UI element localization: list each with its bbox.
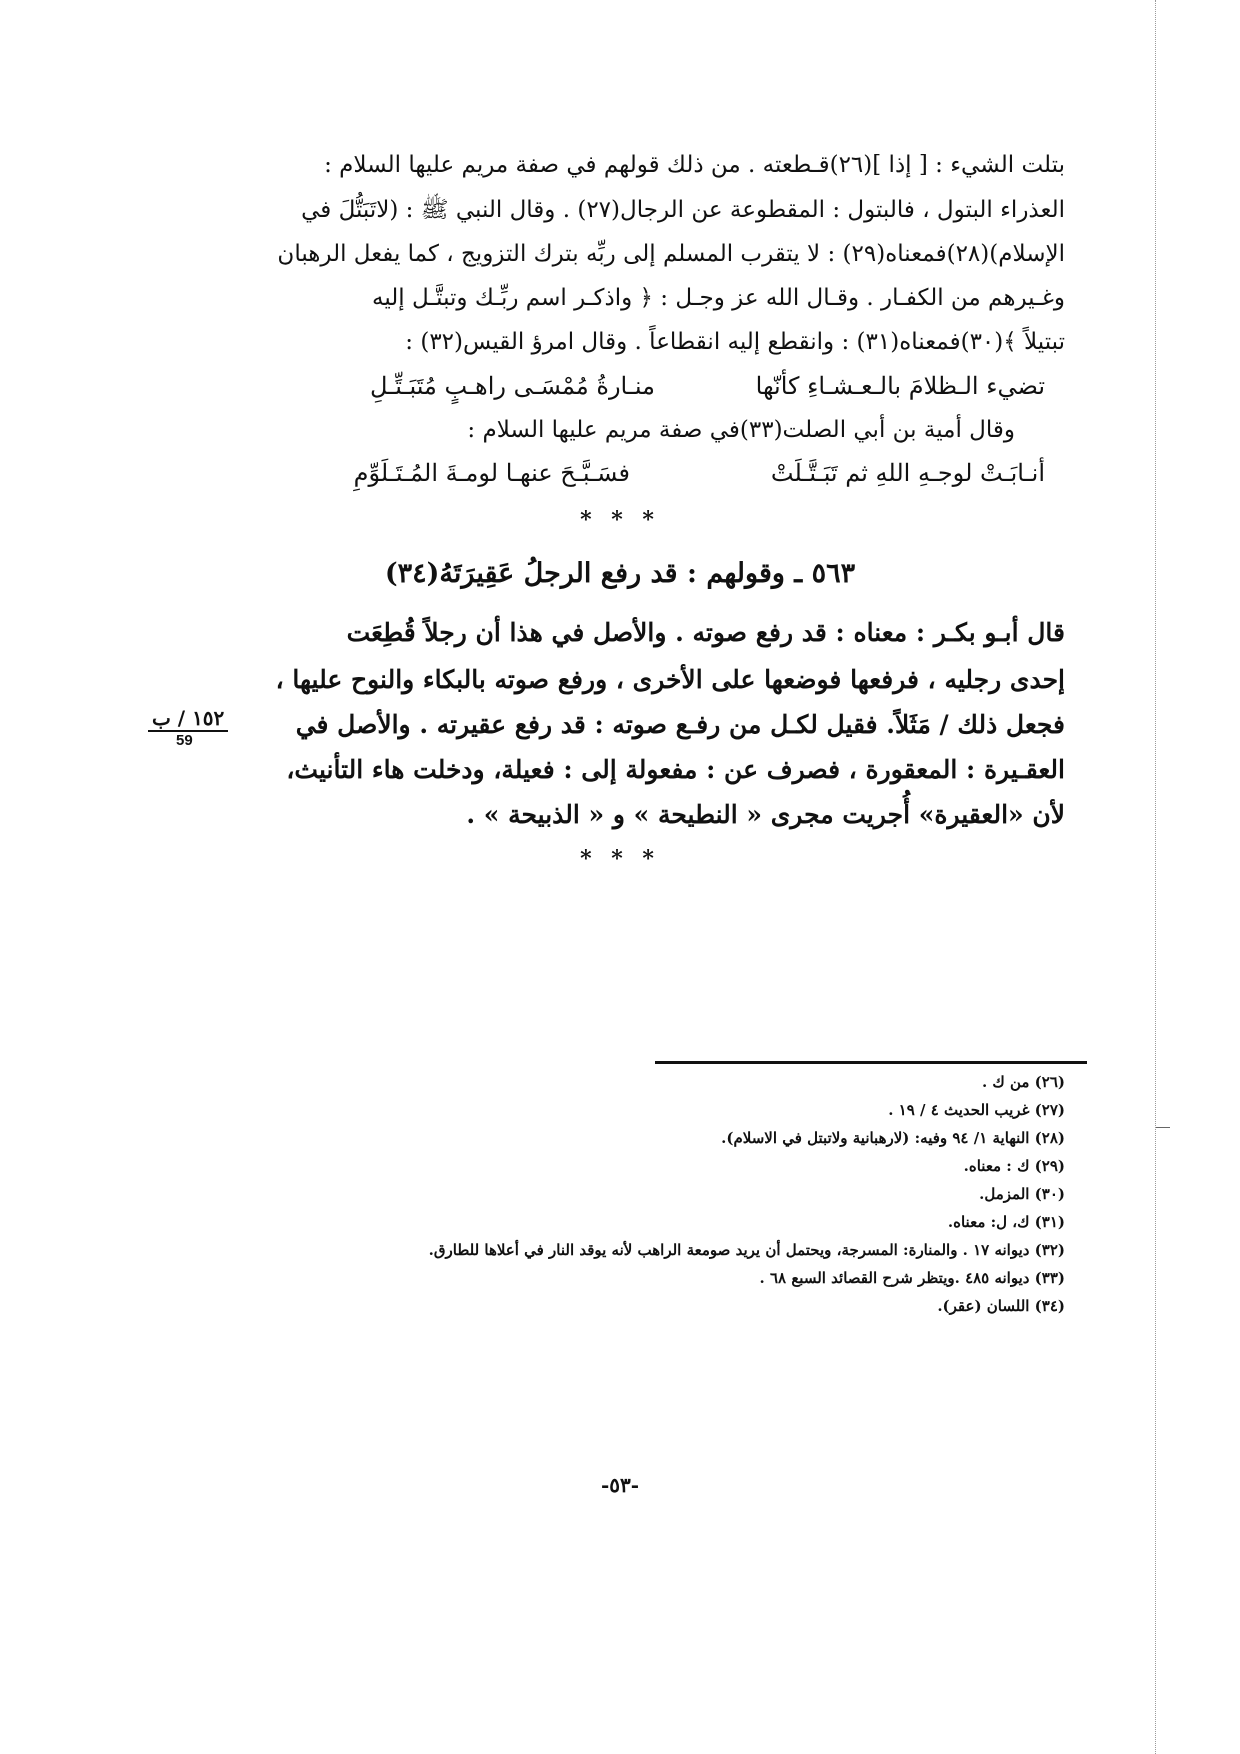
verse-intro: وقال أمية بن أبي الصلت(٣٣)في صفة مريم عليها السلام : [467, 417, 1015, 443]
verse-1-second-hemistich: منـارةُ مُمْسَـى راهـبٍ مُتَبَـتِّـلِ [370, 372, 655, 400]
footnote: (٢٧) غريب الحديث ٤ / ١٩ . [888, 1101, 1065, 1119]
body-line: وغـيرهم من الكفـار . وقـال الله عز وجـل : ﴿ واذكـر اسم ربِّـك وتبتَّـل إليه [372, 285, 1065, 311]
body-line: بتلت الشيء : [ إذا ](٢٦)قـطعته . من ذلك قولهم في صفة مريم عليها السلام : [324, 152, 1065, 178]
section-separator: * * * [580, 507, 660, 533]
verse-2-second-hemistich: فسَـبَّـحَ عنهـا لومـةَ المُـتَـلَوِّمِ [353, 459, 630, 487]
section-separator: * * * [580, 846, 660, 872]
entry-line: فجعل ذلك / مَثَلاً. فقيل لكـل من رفـع صوته : قد رفع عقيرته . والأصل في [295, 710, 1065, 739]
footnote: (٢٦) من ك . [981, 1073, 1065, 1091]
entry-line: إحدى رجليه ، فرفعها فوضعها على الأخرى ، ورفع صوته بالبكاء والنوح عليها ، [275, 665, 1065, 694]
footnote-rule [655, 1061, 1087, 1064]
entry-line: العقـيرة : المعقورة ، فصرف عن : مفعولة إلى : فعيلة، ودخلت هاء التأنيث، [286, 755, 1065, 784]
folio-label: ١٥٢ / ب [148, 706, 228, 732]
verse-1-first-hemistich: تضيء الـظلامَ بالـعـشـاءِ كأنّها [755, 372, 1045, 400]
body-line: الإسلام)(٢٨)فمعناه(٢٩) : لا يتقرب المسلم إلى ربِّه بترك التزويج ، كما يفعل الرهبان [277, 241, 1065, 267]
folio-number: 59 [176, 732, 193, 749]
entry-line: قال أبـو بكـر : معناه : قد رفع صوته . والأصل في هذا أن رجلاً قُطِعَت [346, 618, 1065, 647]
footnote: (٣٢) ديوانه ١٧ . والمنارة: المسرجة، ويحتمل أن يريد صومعة الراهب لأنه يوقد النار في أعلاها للطارق. [428, 1241, 1065, 1259]
verse-2-first-hemistich: أنـابَـتْ لوجـهِ اللهِ ثم تَبَـتَّـلَتْ [770, 459, 1045, 487]
scan-margin-tick [1156, 1127, 1170, 1128]
footnote: (٣٣) ديوانه ٤٨٥ .ويتظر شرح القصائد السبع ٦٨ . [759, 1269, 1065, 1287]
footnote: (٢٩) ك : معناه. [963, 1157, 1065, 1175]
footnote: (٣٠) المزمل. [979, 1185, 1065, 1203]
entry-heading: ٥٦٣ ـ وقولهم : قد رفع الرجلُ عَقِيرَتَهُ(٣٤) [384, 558, 856, 589]
entry-line: لأن «العقيرة» أُجريت مجرى « النطيحة » و « الذبيحة » . [466, 800, 1065, 829]
manuscript-folio-ref [148, 706, 228, 749]
footnote: (٢٨) النهاية ١/ ٩٤ وفيه: (لارهبانية ولاتبتل في الاسلام). [721, 1129, 1065, 1147]
footnote: (٣١) ك، ل: معناه. [947, 1213, 1065, 1231]
body-line: تبتيلاً ﴾(٣٠)فمعناه(٣١) : وانقطع إليه انقطاعاً . وقال امرؤ القيس(٣٢) : [405, 329, 1065, 355]
body-line: العذراء البتول ، فالبتول : المقطوعة عن الرجال(٢٧) . وقال النبي ﷺ : (لاتَبَتُّلَ في [301, 197, 1065, 223]
footnote: (٣٤) اللسان (عقر). [937, 1297, 1065, 1315]
page-number: -٥٣- [600, 1473, 640, 1497]
